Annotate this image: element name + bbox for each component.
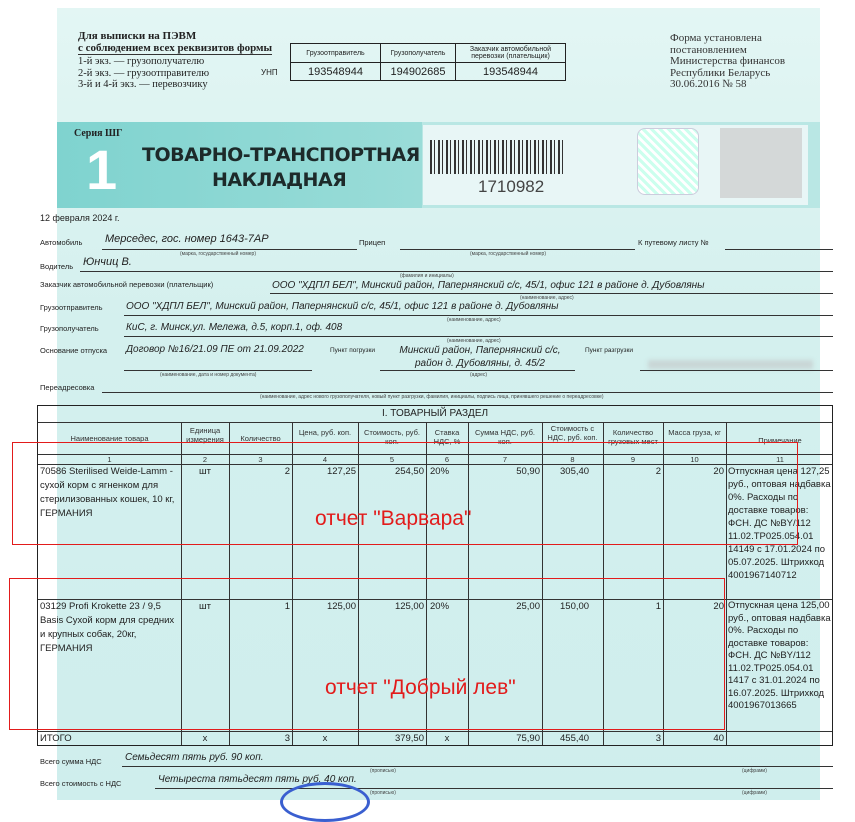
- row1-cost: 254,50: [394, 466, 424, 477]
- totals-vat-sum: 75,90: [516, 733, 540, 744]
- basis-value: Договор №16/21.09 ПЕ от 21.09.2022: [126, 344, 304, 355]
- form-note-4: Республики Беларусь: [670, 66, 771, 79]
- unp-shipper: 193548944: [291, 63, 381, 81]
- totals-unit: х: [202, 733, 208, 744]
- row1-name: 70586 Sterilised Weide-Lamm - сухой корм с ягненком для стерилизованных кошек, 10 кг, ГЕРМАНИЯ: [40, 466, 175, 519]
- vat-total-words: Семьдесят пять руб. 90 коп.: [125, 752, 264, 763]
- row2-vat-rate: 20%: [430, 601, 450, 612]
- row1-total: 305,40: [560, 466, 590, 477]
- doc-number: 1710982: [478, 177, 545, 196]
- loading-line-1: Минский район, Папернянский с/с,: [399, 345, 561, 356]
- consignee-value: КиС, г. Минск,ул. Мележа, д.5, корп.1, оф. 408: [126, 322, 343, 333]
- row1-unit: шт: [199, 466, 211, 477]
- customer-label: Заказчик автомобильной перевозки (плательщик): [40, 280, 214, 289]
- doc-title-line2: НАКЛАДНАЯ: [212, 169, 347, 191]
- readdress-hint: (наименование, адрес нового грузополучателя, новый пункт разгрузки, фамилия, инициалы, подпись лица, принявшего решение о переадресовке): [260, 394, 604, 400]
- row1-vat-sum: 50,90: [516, 466, 540, 477]
- watermark-image: [720, 128, 802, 198]
- row2-vat-sum: 25,00: [516, 601, 540, 612]
- col-number: 5: [389, 455, 395, 464]
- copy-3: 3-й и 4-й экз. — перевозчику: [78, 79, 208, 90]
- waybill-label: К путевому листу №: [638, 238, 709, 247]
- unp-header-shipper: Грузоотправитель: [291, 44, 381, 63]
- col-header-note: Примечание: [758, 436, 802, 445]
- vat-digits-hint: (цифрами): [742, 768, 767, 774]
- unp-header-consignee: Грузополучатель: [381, 44, 456, 63]
- shipper-hint: (наименование, адрес): [447, 317, 501, 323]
- row1-price: 127,25: [326, 466, 356, 477]
- row2-cost: 125,00: [394, 601, 424, 612]
- row2-note: Отпускная цена 125,00 руб., оптовая надбавка 0%. Расходы по доставке товаров: ФСН. ДС №BY/112 11.02.ТР025.054.01 1417 с 31.01.2024 по 16.07.2025. Штрихкод 4001967013665: [728, 600, 831, 711]
- basis-hint: (наименование, дата и номер документа): [160, 372, 257, 378]
- trailer-label: Прицеп: [359, 238, 386, 247]
- section-title: I. ТОВАРНЫЙ РАЗДЕЛ: [381, 408, 489, 419]
- col-header-vat-rate: Ставка НДС, %: [433, 428, 461, 446]
- form-note-1: Форма установлена: [670, 32, 762, 44]
- stamp: [280, 782, 370, 822]
- shipper-value: ООО "ХДПЛ БЕЛ", Минский район, Папернянский с/с, 45/1, офис 121 в районе д. Дубовляны: [126, 301, 559, 312]
- col-number: 2: [202, 455, 208, 464]
- totals-vat-rate: х: [444, 733, 450, 744]
- form-note: [670, 33, 785, 91]
- col-number: 6: [444, 455, 450, 464]
- unp-customer: 193548944: [456, 63, 566, 81]
- barcode: [430, 140, 565, 174]
- form-note-5: 30.06.2016 № 58: [670, 78, 747, 90]
- col-number: 10: [690, 455, 699, 464]
- vehicle-value: Мерседес, гос. номер 1643-7АР: [105, 233, 269, 245]
- col-header-vat-sum: Сумма НДС, руб. коп.: [474, 428, 536, 446]
- driver-value: Юнчиц В.: [83, 256, 132, 268]
- col-number: 3: [258, 455, 263, 464]
- unp-consignee: 194902685: [381, 63, 456, 81]
- row1-places: 2: [655, 466, 661, 477]
- loading-hint: (адрес): [470, 372, 488, 378]
- row1-mass: 20: [713, 466, 724, 477]
- consignee-label: Грузополучатель: [40, 324, 99, 333]
- col-number: 11: [776, 455, 784, 464]
- total-words-hint: (прописью): [370, 790, 396, 796]
- col-header-total: Стоимость с НДС, руб. коп.: [547, 424, 598, 442]
- readdress-label: Переадресовка: [40, 383, 95, 392]
- row1-vat-rate: 20%: [430, 466, 450, 477]
- copies-list: [78, 56, 209, 91]
- unloading-label: Пункт разгрузки: [585, 347, 633, 354]
- row1-qty: 2: [284, 466, 290, 477]
- trailer-hint: (марка, государственный номер): [470, 251, 547, 257]
- vehicle-label: Автомобиль: [40, 238, 83, 247]
- row2-name: 03129 Profi Krokette 23 / 9,5 Basis Сухой корм для средних и крупных собак, 20кг, ГЕРМАНИЯ: [40, 601, 175, 654]
- unp-header-customer: Заказчик автомобильной перевозки (плательщик): [456, 44, 566, 63]
- annotation-label-varvara: отчет "Варвара": [315, 507, 472, 530]
- totals-mass: 40: [713, 733, 724, 744]
- loading-line-2: район д. Дубовляны, д. 45/2: [414, 358, 545, 369]
- vat-words-hint: (прописью): [370, 768, 396, 774]
- totals-total: 455,40: [560, 733, 590, 744]
- col-header-name: Наименование товара: [70, 434, 149, 443]
- row2-unit: шт: [199, 601, 211, 612]
- form-note-3: Министерства финансов: [670, 55, 786, 67]
- col-header-unit: Единица измерения: [186, 426, 224, 444]
- col-number: 7: [502, 455, 508, 464]
- col-header-price: Цена, руб. коп.: [298, 428, 352, 437]
- col-header-mass: Масса груза, кг: [668, 428, 721, 437]
- hologram: [637, 128, 699, 195]
- loading-label: Пункт погрузки: [330, 347, 375, 354]
- customer-value: ООО "ХДПЛ БЕЛ", Минский район, Папернянский с/с, 45/1, офис 121 в районе д. Дубовляны: [272, 280, 705, 291]
- col-number: 4: [322, 455, 328, 464]
- row2-places: 1: [655, 601, 661, 612]
- copies-title: [78, 30, 272, 55]
- copy-1: 1-й экз. — грузополучателю: [78, 56, 205, 67]
- col-header-places: Количество грузовых мест: [608, 428, 658, 446]
- driver-label: Водитель: [40, 262, 74, 271]
- total-digits-hint: (цифрами): [742, 790, 767, 796]
- vehicle-hint: (марка, государственный номер): [180, 251, 257, 257]
- totals-places: 3: [655, 733, 661, 744]
- driver-hint: (фамилия и инициалы): [400, 273, 454, 279]
- grand-total-label: Всего стоимость с НДС: [40, 779, 122, 788]
- annotation-label-dobry-lev: отчет "Добрый лев": [325, 676, 516, 699]
- row2-qty: 1: [284, 601, 290, 612]
- doc-date: 12 февраля 2024 г.: [40, 213, 120, 223]
- col-number: 1: [107, 455, 112, 464]
- row2-total: 150,00: [560, 601, 590, 612]
- doc-title-line1: ТОВАРНО-ТРАНСПОРТНАЯ: [142, 144, 420, 166]
- unp-label: УНП: [261, 68, 278, 77]
- row1-note: Отпускная цена 127,25 руб., оптовая надбавка 0%. Расходы по доставке товаров: ФСН. ДС №BY/112 11.02.ТР025.054.01 14149 с 17.01.2024 по 05.07.2025. Штрихкод 4001967140712: [728, 466, 831, 581]
- copy-2: 2-й экз. — грузоотправителю: [78, 67, 210, 79]
- loading-value: [380, 344, 580, 370]
- shipper-label: Грузоотправитель: [40, 303, 103, 312]
- unloading-value-blurred: [648, 360, 813, 369]
- copy-number: 1: [86, 138, 118, 201]
- copies-title-1: Для выписки на ПЭВМ: [78, 30, 197, 42]
- series-label: Серия ШГ: [74, 128, 123, 139]
- col-header-qty: Количество: [240, 434, 281, 443]
- row2-mass: 20: [713, 601, 724, 612]
- row2-price: 125,00: [326, 601, 356, 612]
- totals-qty: 3: [284, 733, 290, 744]
- consignee-hint: (наименование, адрес): [447, 338, 501, 344]
- copies-title-2: с соблюдением всех реквизитов формы: [78, 42, 273, 54]
- col-number: 8: [570, 455, 575, 464]
- grand-total-words: Четыреста пятьдесят пять руб. 40 коп.: [158, 774, 357, 785]
- form-note-2: постановлением: [670, 43, 747, 56]
- basis-label: Основание отпуска: [40, 346, 108, 355]
- totals-price: х: [322, 733, 328, 744]
- col-number: 9: [630, 455, 636, 464]
- totals-cost: 379,50: [394, 733, 424, 744]
- vat-total-label: Всего сумма НДС: [40, 757, 102, 766]
- col-header-cost: Стоимость, руб. коп.: [363, 428, 420, 446]
- customer-hint: (наименование, адрес): [520, 295, 574, 301]
- unp-table: [290, 43, 566, 81]
- annotation-box-dobry-lev: [9, 578, 725, 730]
- totals-label: ИТОГО: [40, 733, 72, 744]
